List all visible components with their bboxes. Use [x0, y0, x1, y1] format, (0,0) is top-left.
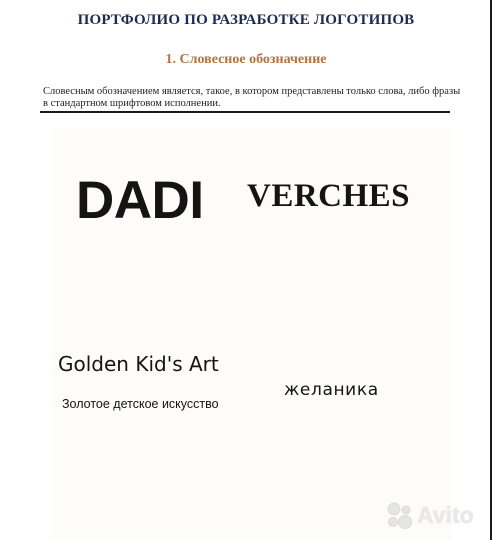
avito-brand-text: Avito	[417, 501, 474, 528]
logo-zhelanika: желаника	[284, 380, 379, 400]
section-divider	[40, 111, 450, 113]
section-description	[43, 86, 463, 110]
avito-dots-icon	[384, 500, 414, 530]
logo-verches: VERCHES	[247, 178, 411, 214]
page-title: ПОРТФОЛИО ПО РАЗРАБОТКЕ ЛОГОТИПОВ	[77, 12, 415, 28]
logo-golden-kids-art: Golden Kid's Art	[58, 352, 219, 376]
description-line-2: в стандартном шрифтовом исполнении.	[43, 98, 221, 109]
logo-golden-kids-art-subtitle: Золотое детское искусство	[62, 397, 219, 411]
avito-watermark	[384, 500, 474, 530]
description-line-1: Словесным обозначением является, такое, в котором представлены только слова, либо фразы	[43, 86, 461, 97]
logo-dadi: DADI	[76, 171, 204, 230]
section-title: 1. Словесное обозначение	[165, 52, 327, 67]
